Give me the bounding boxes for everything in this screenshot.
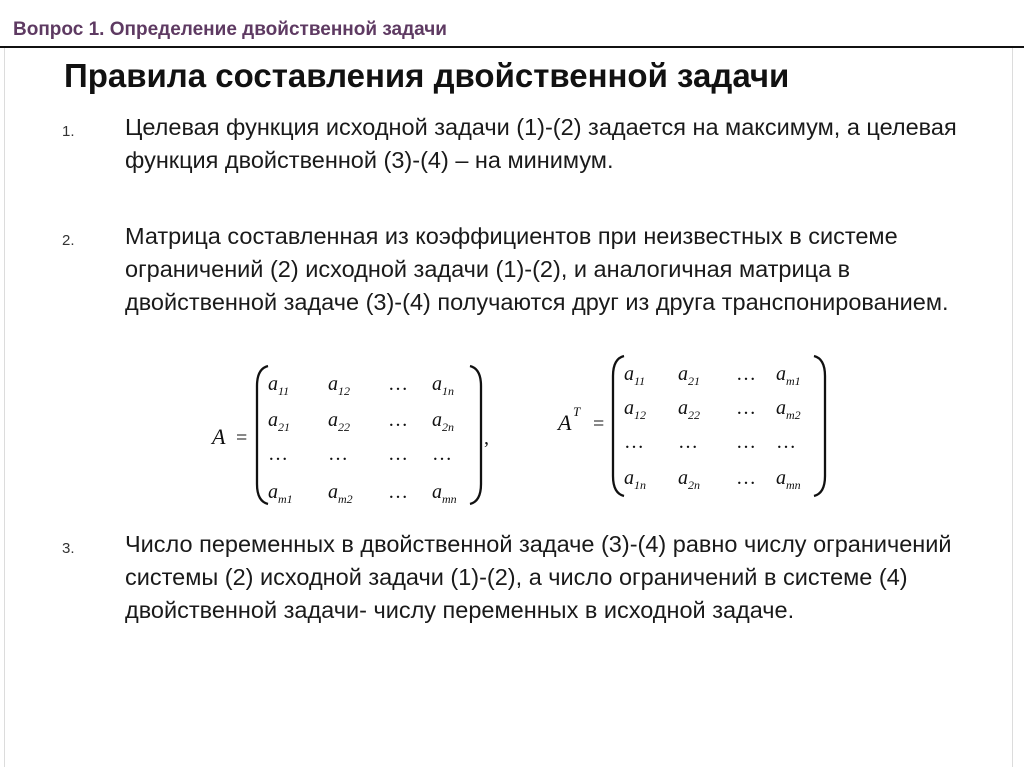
matrix-cell <box>328 373 350 398</box>
matrix-cell-subscript: 22 <box>338 420 350 434</box>
matrix-cell-subscript: 2n <box>688 478 700 492</box>
matrix-cell <box>268 481 293 506</box>
matrix-a-equals: = <box>236 427 248 449</box>
rule-text: Целевая функция исходной задачи (1)-(2) задается на максимум, а целевая функция двойственной (3)-(4) – на минимум. <box>125 114 957 173</box>
matrix-cell: … <box>328 443 348 465</box>
matrix-cell <box>678 467 700 492</box>
matrix-cell-subscript: 12 <box>634 408 646 422</box>
matrix-cell-subscript: m2 <box>786 408 801 422</box>
matrix-cell-base: a <box>432 373 442 395</box>
matrix-at-equals: = <box>593 413 605 435</box>
matrix-cell-base: a <box>328 481 338 503</box>
matrix-a-left-bracket <box>257 366 268 504</box>
matrix-a-cells <box>268 373 457 506</box>
matrix-cell-subscript: 2n <box>442 420 454 434</box>
matrix-at-right-bracket <box>814 356 825 496</box>
matrix-cell-base: a <box>432 481 442 503</box>
matrix-cell: … <box>388 409 408 431</box>
matrix-cell-base: a <box>328 409 338 431</box>
matrix-cell-base: a <box>776 397 786 419</box>
matrix-cell: … <box>736 467 756 489</box>
matrix-cell: … <box>624 431 644 453</box>
slide-title: Правила составления двойственной задачи <box>64 57 790 94</box>
matrix-cell: … <box>388 443 408 465</box>
matrix-cell: … <box>388 481 408 503</box>
matrix-cell-subscript: m1 <box>278 492 293 506</box>
matrix-at-superscript: T <box>573 404 581 419</box>
rule-number: 1. <box>62 123 75 140</box>
matrix-a-comma: , <box>484 427 489 449</box>
matrix-cell: … <box>678 431 698 453</box>
matrix-cell-base: a <box>624 363 634 385</box>
matrix-cell-base: a <box>268 409 278 431</box>
matrix-cell: … <box>736 431 756 453</box>
matrix-cell <box>268 373 289 398</box>
matrix-cell: … <box>432 443 452 465</box>
matrix-cell <box>678 397 700 422</box>
matrix-cell-subscript: 21 <box>688 374 700 388</box>
matrix-formula <box>200 352 840 517</box>
matrix-cell <box>328 409 350 434</box>
matrix-formula-svg <box>200 352 840 517</box>
matrix-cell: … <box>388 373 408 395</box>
matrix-cell-subscript: mn <box>786 478 801 492</box>
matrix-at-left-bracket <box>613 356 624 496</box>
matrix-cell-subscript: m2 <box>338 492 353 506</box>
matrix-cell-subscript: mn <box>442 492 457 506</box>
matrix-cell-subscript: m1 <box>786 374 801 388</box>
matrix-cell-base: a <box>328 373 338 395</box>
matrix-cell-base: a <box>268 481 278 503</box>
rule-text: Число переменных в двойственной задаче (3)-(4) равно числу ограничений системы (2) исходной задачи (1)-(2), а число ограничений в системе (4) двойственной задачи- числу переменных в исходной задаче. <box>125 531 952 623</box>
matrix-cell-base: a <box>624 397 634 419</box>
matrix-cell <box>624 397 646 422</box>
matrix-cell <box>776 397 801 422</box>
matrix-cell <box>624 363 645 388</box>
matrix-cell-subscript: 12 <box>338 384 350 398</box>
matrix-a-right-bracket <box>470 366 481 504</box>
matrix-cell <box>432 409 454 434</box>
rule-text: Матрица составленная из коэффициентов при неизвестных в системе ограничений (2) исходной задачи (1)-(2), и аналогичная матрица в двойственной задаче (3)-(4) получаются друг из друга транспонированием. <box>125 223 949 315</box>
matrix-cell <box>624 467 646 492</box>
matrix-cell-base: a <box>268 373 278 395</box>
matrix-cell: … <box>736 397 756 419</box>
matrix-a <box>210 366 489 506</box>
matrix-cell <box>776 363 801 388</box>
header-divider <box>0 46 1024 48</box>
matrix-cell-base: a <box>624 467 634 489</box>
matrix-cell-base: a <box>678 397 688 419</box>
matrix-a-name: A <box>212 424 226 449</box>
matrix-cell <box>328 481 353 506</box>
matrix-cell: … <box>268 443 288 465</box>
rule-number: 2. <box>62 232 75 249</box>
matrix-cell <box>432 481 457 506</box>
matrix-cell-subscript: 11 <box>634 374 646 388</box>
matrix-cell <box>678 363 700 388</box>
matrix-at <box>556 356 825 496</box>
matrix-cell-subscript: 11 <box>278 384 290 398</box>
matrix-cell-base: a <box>776 363 786 385</box>
matrix-at-cells <box>624 363 801 492</box>
matrix-cell-base: a <box>678 467 688 489</box>
matrix-cell <box>268 409 290 434</box>
rule-number: 3. <box>62 540 75 557</box>
matrix-cell <box>432 373 454 398</box>
matrix-cell <box>776 467 801 492</box>
matrix-cell-base: a <box>432 409 442 431</box>
slide-topic: Вопрос 1. Определение двойственной задачи <box>13 19 447 40</box>
slide-frame-left <box>4 48 5 767</box>
matrix-cell-subscript: 22 <box>688 408 700 422</box>
matrix-cell-subscript: 1n <box>442 384 454 398</box>
matrix-at-name: A <box>558 410 572 435</box>
matrix-cell-base: a <box>776 467 786 489</box>
matrix-cell-subscript: 21 <box>278 420 290 434</box>
slide-frame-right <box>1012 48 1013 767</box>
matrix-cell-base: a <box>678 363 688 385</box>
matrix-cell-subscript: 1n <box>634 478 646 492</box>
matrix-cell: … <box>776 431 796 453</box>
matrix-cell: … <box>736 363 756 385</box>
